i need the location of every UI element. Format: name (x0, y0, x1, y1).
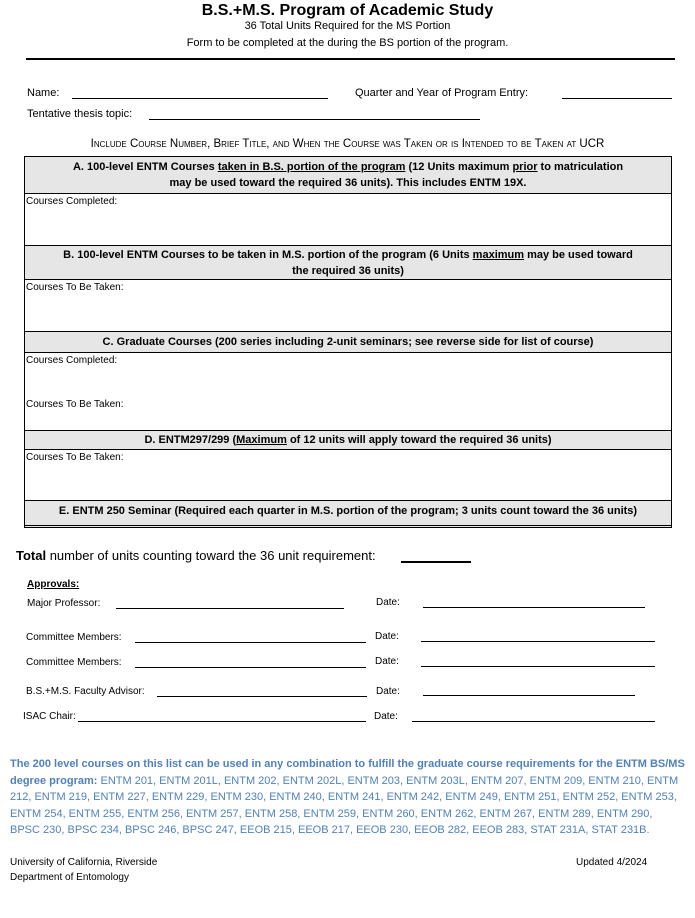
date-label: Date: (376, 686, 400, 697)
committee-member-1-label: Committee Members: (26, 632, 122, 643)
date-label: Date: (375, 631, 399, 642)
section-d-header: D. ENTM297/299 (Maximum of 12 units will apply toward the required 36 units) (25, 431, 671, 450)
form-instruction: Form to be completed at the during the BS portion of the program. (186, 37, 509, 49)
footer-updated: Updated 4/2024 (576, 857, 648, 868)
committee-member-1-date-field[interactable] (421, 641, 655, 642)
section-b-courses-to-be-taken[interactable]: Courses To Be Taken: (25, 280, 671, 332)
committee-member-1-field[interactable] (135, 642, 366, 643)
thesis-field[interactable] (149, 119, 480, 120)
faculty-advisor-field[interactable] (157, 696, 367, 697)
name-label: Name: (27, 87, 60, 99)
section-d-courses-to-be-taken[interactable]: Courses To Be Taken: (25, 450, 671, 501)
major-professor-label: Major Professor: (27, 598, 101, 609)
section-b-header: B. 100-level ENTM Courses to be taken in M.S. portion of the program (6 Units maximum may be used toward the required 36 units) (25, 246, 671, 280)
major-professor-field[interactable] (116, 608, 344, 609)
page-title: B.S.+M.S. Program of Academic Study (201, 2, 494, 19)
section-c-header: C. Graduate Courses (200 series including 2-unit seminars; see reverse side for list of course) (25, 332, 671, 353)
footer-department: Department of Entomology (10, 872, 129, 883)
section-a-header: A. 100-level ENTM Courses taken in B.S. portion of the program (12 Units maximum prior to matriculation may be used toward the required 36 units). This includes ENTM 19X. (25, 157, 671, 194)
name-field[interactable] (72, 98, 328, 99)
page-subtitle: 36 Total Units Required for the MS Portion (244, 20, 451, 32)
faculty-advisor-date-field[interactable] (423, 695, 635, 696)
isac-chair-label: ISAC Chair: (23, 711, 76, 722)
date-label: Date: (375, 656, 399, 667)
section-e-header: E. ENTM 250 Seminar (Required each quarter in M.S. portion of the program; 3 units count toward the 36 units) (25, 501, 671, 528)
total-units-field[interactable] (401, 561, 471, 563)
section-c-courses[interactable]: Courses Completed: Courses To Be Taken: (25, 353, 671, 431)
header-divider (26, 58, 675, 60)
footer-university: University of California, Riverside (10, 857, 158, 868)
major-professor-date-field[interactable] (423, 607, 645, 608)
committee-member-2-date-field[interactable] (421, 666, 655, 667)
course-instructions: Include Course Number, Brief Title, and When the Course was Taken or is Intended to be Taken at UCR (90, 138, 605, 150)
entry-field[interactable] (562, 98, 672, 99)
faculty-advisor-label: B.S.+M.S. Faculty Advisor: (26, 686, 145, 697)
date-label: Date: (376, 597, 400, 608)
section-a-courses-completed[interactable]: Courses Completed: (25, 194, 671, 246)
course-table (24, 156, 672, 528)
course-list-note: The 200 level courses on this list can be used in any combination to fulfill the graduate course requirements for the ENTM BS/MS degree program: ENTM 201, ENTM 201L, ENTM 202, ENTM 202L, ENTM 203, ENTM 203L, ENTM 207, ENTM 209, ENTM 210, ENTM 212, ENTM 219, ENTM 227, ENTM 229, ENTM 230, ENTM 240, ENTM 241, ENTM 242, ENTM 249, ENTM 251, ENTM 252, ENTM 253, ENTM 254, ENTM 255, ENTM 256, ENTM 257, ENTM 258, ENTM 259, ENTM 260, ENTM 262, ENTM 267, ENTM 289, ENTM 290, BPSC 230, BPSC 234, BPSC 246, BPSC 247, EEOB 215, EEOB 217, EEOB 230, EEOB 282, EEOB 283, STAT 231A, STAT 231B. (10, 758, 685, 836)
entry-label: Quarter and Year of Program Entry: (355, 87, 529, 99)
committee-member-2-field[interactable] (135, 667, 366, 668)
isac-chair-date-field[interactable] (412, 721, 655, 722)
committee-member-2-label: Committee Members: (26, 657, 122, 668)
thesis-label: Tentative thesis topic: (27, 108, 133, 120)
date-label: Date: (374, 711, 398, 722)
approvals-heading: Approvals: (27, 579, 80, 590)
total-units-label: Total number of units counting toward the 36 unit requirement: (16, 548, 376, 563)
isac-chair-field[interactable] (78, 721, 366, 722)
